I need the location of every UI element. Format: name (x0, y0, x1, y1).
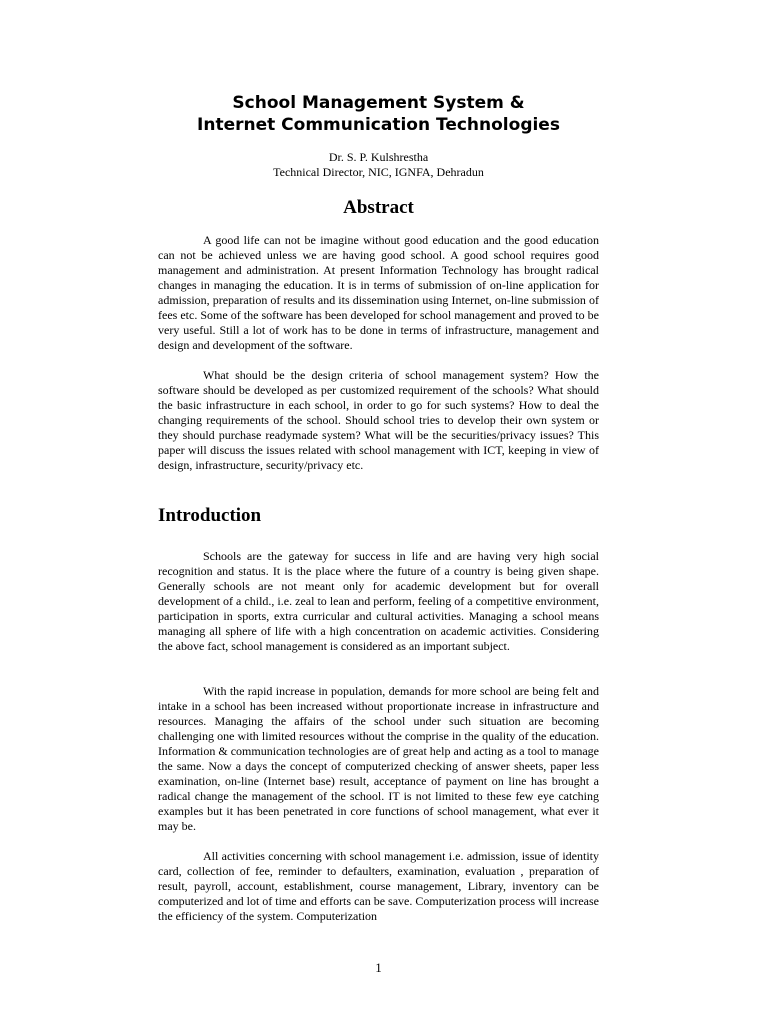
author-affiliation: Technical Director, NIC, IGNFA, Dehradun (273, 165, 484, 179)
abstract-heading: Abstract (343, 197, 414, 218)
introduction-paragraph-2: With the rapid increase in population, demands for more school are being felt and intake in a school has been increased without proportionate increase in infrastructure and resources. Managing the affairs of the school under such situation are becoming challenging one with limited resources without the comprise in the quality of the education. Information & communication technologies are of great help and acting as a tool to manage the same. Now a days the concept of computerized checking of answer sheets, paper less examination, on-line (Internet base) result, acceptance of payment on line has brought a radical change the management of the school. IT is not limited to these few eye catching examples but it has been penetrated in core functions of school management, what ever it may be. (158, 684, 599, 833)
page-number: 1 (375, 960, 382, 975)
paper-title (0, 92, 757, 136)
introduction-paragraph-1: Schools are the gateway for success in life and are having very high social recognition and status. It is the place where the future of a country is being given shape. Generally schools are not meant only for academic development but for overall development of a child., i.e. zeal to lean and perform, feeling of a competitive environment, participation in sports, extra curricular and cultural activities. Managing a school means managing all sphere of life with a high concentration on academic activities. Considering the above fact, school management is considered as an important subject. (158, 549, 599, 653)
author-name: Dr. S. P. Kulshrestha (328, 150, 429, 164)
abstract-paragraph-1: A good life can not be imagine without good education and the good education can not be achieved unless we are having good school. A good school requires good management and administration. At present Information Technology has brought radical changes in managing the education. It is in terms of submission of on-line application for admission, preparation of results and its dissemination using Internet, on-line submission of fees etc. Some of the software has been developed for school management and proved to be very useful. Still a lot of work has to be done in terms of infrastructure, management and design and development of the software. (158, 233, 599, 352)
introduction-heading: Introduction (158, 505, 262, 526)
abstract-paragraph-2: What should be the design criteria of school management system? How the software should be developed as per customized requirement of the schools? What should the basic infrastructure in each school, in order to go for such systems? How to deal the changing requirements of the school. Should school tries to develop their own system or they should purchase readymade system? What will be the securities/privacy issues? This paper will discuss the issues related with school management with ICT, keeping in view of design, infrastructure, security/privacy etc. (158, 368, 599, 472)
title-line-2: Internet Communication Technologies (197, 115, 560, 135)
introduction-paragraph-3: All activities concerning with school management i.e. admission, issue of identity card, collection of fee, reminder to defaulters, examination, evaluation , preparation of result, payroll, account, establishment, course management, Library, inventory can be computerized and lot of time and efforts can be save. Computerization process will increase the efficiency of the system. Computerization (158, 849, 599, 923)
title-line-1: School Management System & (232, 93, 525, 113)
author-block (0, 150, 757, 180)
